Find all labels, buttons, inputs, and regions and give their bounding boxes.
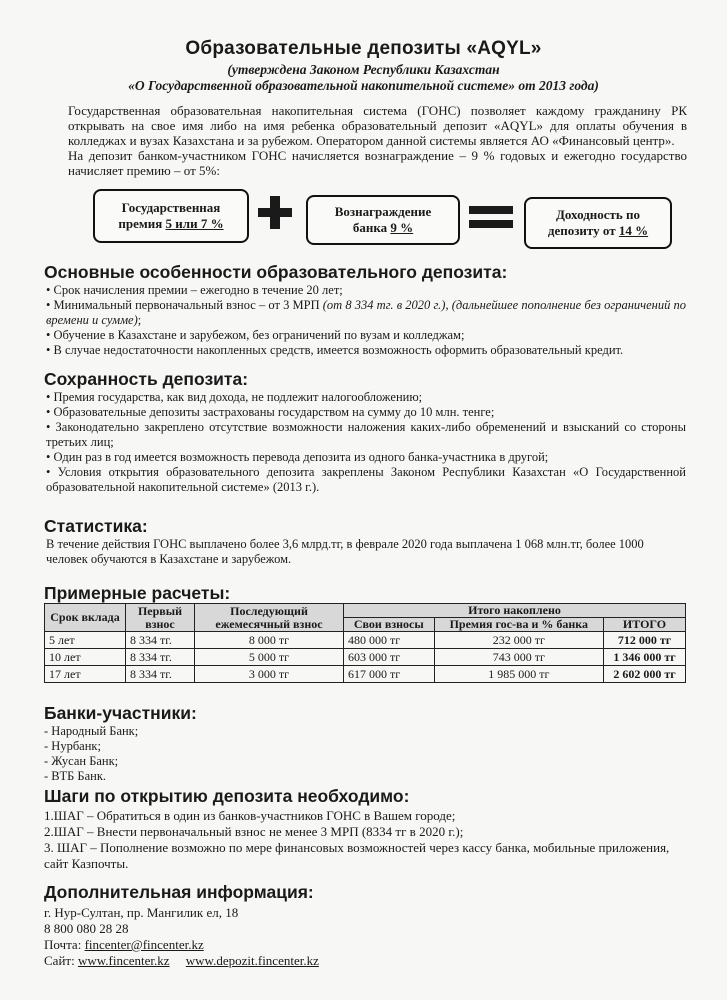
cell-monthly: 8 000 тг [195,632,344,649]
steps-list [44,808,684,872]
list-item: 3. ШАГ – Пополнение возможно по мере финансовых возможностей через кассу банка, мобильные приложения, сайт Казпочты. [44,840,670,871]
cell-term: 10 лет [45,649,126,666]
col-bonus: Премия гос-ва и % банка [434,618,603,632]
list-item: • Законодательно закреплено отсутствие возможности наложения каких-либо обременений и взысканий со стороны третьих лиц; [46,420,686,449]
list-item: - Жусан Банк; [44,754,119,768]
bank-reward-prefix: банка [352,220,391,235]
cell-own: 480 000 тг [344,632,435,649]
contact-heading: Дополнительная информация: [44,882,314,902]
list-item: - Нурбанк; [44,739,101,753]
table-row [45,632,686,649]
cell-total: 712 000 тг [604,632,686,649]
cell-own: 617 000 тг [344,666,435,683]
total-yield-prefix: депозиту от [547,223,619,238]
mail-label: Почта: [44,937,85,952]
address: г. Нур-Султан, пр. Мангилик ел, 18 [44,905,239,920]
list-item [46,298,686,328]
site-link-1[interactable]: www.fincenter.kz [77,953,170,968]
site-label: Сайт: [44,953,78,968]
safety-list [46,390,686,495]
bank-reward-value: 9 % [390,220,414,235]
cell-bonus: 232 000 тг [434,632,603,649]
state-bonus-box [93,189,249,243]
min-deposit-text: • Минимальный первоначальный взнос – от 3 МРП [46,298,323,312]
intro-text-1: Государственная образовательная накопительная система (ГОНС) позволяет каждому гражданину РК открывать на свое имя либо на имя ребенка образовательный депозит «AQYL» для оплаты обучения в колледжах и вузах Казахстана и за рубежом. Оператором данной системы является АО «Финансовый центр». [68,103,687,148]
cell-first: 8 334 тг. [126,632,195,649]
list-item: - ВТБ Банк. [44,769,107,783]
list-item: • Условия открытия образовательного депозита закреплены Законом Республики Казахстан «О Государственной образовательной накопительной системе» (2013 г.). [46,465,686,494]
cell-total: 1 346 000 тг [604,649,686,666]
stats-heading: Статистика: [44,516,148,536]
calc-heading: Примерные расчеты: [44,583,231,603]
features-list [46,283,686,358]
intro-text-2: На депозит банком-участником ГОНС начисляется вознаграждение – 9 % годовых и ежегодно государство начисляет премию – от 5%: [68,148,687,178]
col-total: ИТОГО [604,618,686,632]
cell-first: 8 334 тг. [126,666,195,683]
state-bonus-label: Государственная [121,200,221,215]
features-heading: Основные особенности образовательного депозита: [44,262,508,282]
list-item: • Срок начисления премии – ежегодно в течение 20 лет; [46,283,343,297]
cell-term: 5 лет [45,632,126,649]
list-item: 1.ШАГ – Обратиться в один из банков-участников ГОНС в Вашем городе; [44,808,456,823]
cell-term: 17 лет [45,666,126,683]
bank-reward-box [306,195,460,245]
contact-block [44,905,319,969]
phone: 8 800 080 28 28 [44,921,129,936]
mail-link[interactable]: fincenter@fincenter.kz [84,937,204,952]
table-row [45,649,686,666]
topup-note: (дальнейшее пополнение без ограничений по времени и сумме) [46,298,687,327]
col-term: Срок вклада [45,604,126,632]
site-link-2[interactable]: www.depozit.fincenter.kz [185,953,319,968]
list-item: - Народный Банк; [44,724,139,738]
plus-icon-vertical [270,196,280,229]
col-own: Свои взносы [344,618,435,632]
intro-paragraph [42,103,687,178]
cell-total: 2 602 000 тг [604,666,686,683]
state-bonus-prefix: премия [118,216,166,231]
list-item: • Обучение в Казахстане и зарубежом, без ограничений по вузам и колледжам; [46,328,465,342]
subtitle-line-2: «О Государственной образовательной накопительной системе» от 2013 года) [128,78,599,93]
stats-text: В течение действия ГОНС выплачено более 3,6 млрд.тг, в феврале 2020 года выплачена 1 068 млн.тг, более 1000 человек обучаются в Казахстане и зарубежом. [46,537,644,566]
equals-icon [469,206,513,214]
state-bonus-value: 5 или 7 % [165,216,224,231]
list-item: • Один раз в год имеется возможность перевода депозита из одного банка-участника в другой; [46,450,549,464]
col-first: Первый взнос [126,604,195,632]
mail-line [44,937,319,953]
table-row [45,666,686,683]
page-title: Образовательные депозиты «AQYL» [185,38,542,59]
safety-heading: Сохранность депозита: [44,369,249,389]
cell-bonus: 743 000 тг [434,649,603,666]
list-item: • Премия государства, как вид дохода, не подлежит налогообложению; [46,390,423,404]
equals-icon-lower [469,220,513,228]
steps-heading: Шаги по открытию депозита необходимо: [44,786,410,806]
subtitle-line-1: (утверждена Законом Республики Казахстан [227,62,500,77]
total-yield-value: 14 % [618,223,649,238]
list-item: 2.ШАГ – Внести первоначальный взнос не менее 3 МРП (8334 тг в 2020 г.); [44,824,464,839]
total-yield-label: Доходность по [555,207,641,222]
list-item: • Образовательные депозиты застрахованы государством на сумму до 10 млн. тенге; [46,405,495,419]
list-item: • В случае недостаточности накопленных средств, имеется возможность оформить образовательный кредит. [46,343,624,357]
min-deposit-amount: (от 8 334 тг. в 2020 г.) [322,298,446,312]
col-monthly: Последующий ежемесячный взнос [195,604,344,632]
bank-reward-label: Вознаграждение [334,204,432,219]
banks-list [44,724,138,784]
calc-table [44,603,686,683]
cell-own: 603 000 тг [344,649,435,666]
banks-heading: Банки-участники: [44,703,197,723]
col-total-group: Итого накоплено [344,604,686,618]
separator: , [445,298,452,312]
cell-bonus: 1 985 000 тг [434,666,603,683]
total-yield-box [524,197,672,249]
cell-monthly: 3 000 тг [195,666,344,683]
cell-monthly: 5 000 тг [195,649,344,666]
cell-first: 8 334 тг. [126,649,195,666]
site-line [44,953,319,969]
separator: ; [137,313,142,327]
